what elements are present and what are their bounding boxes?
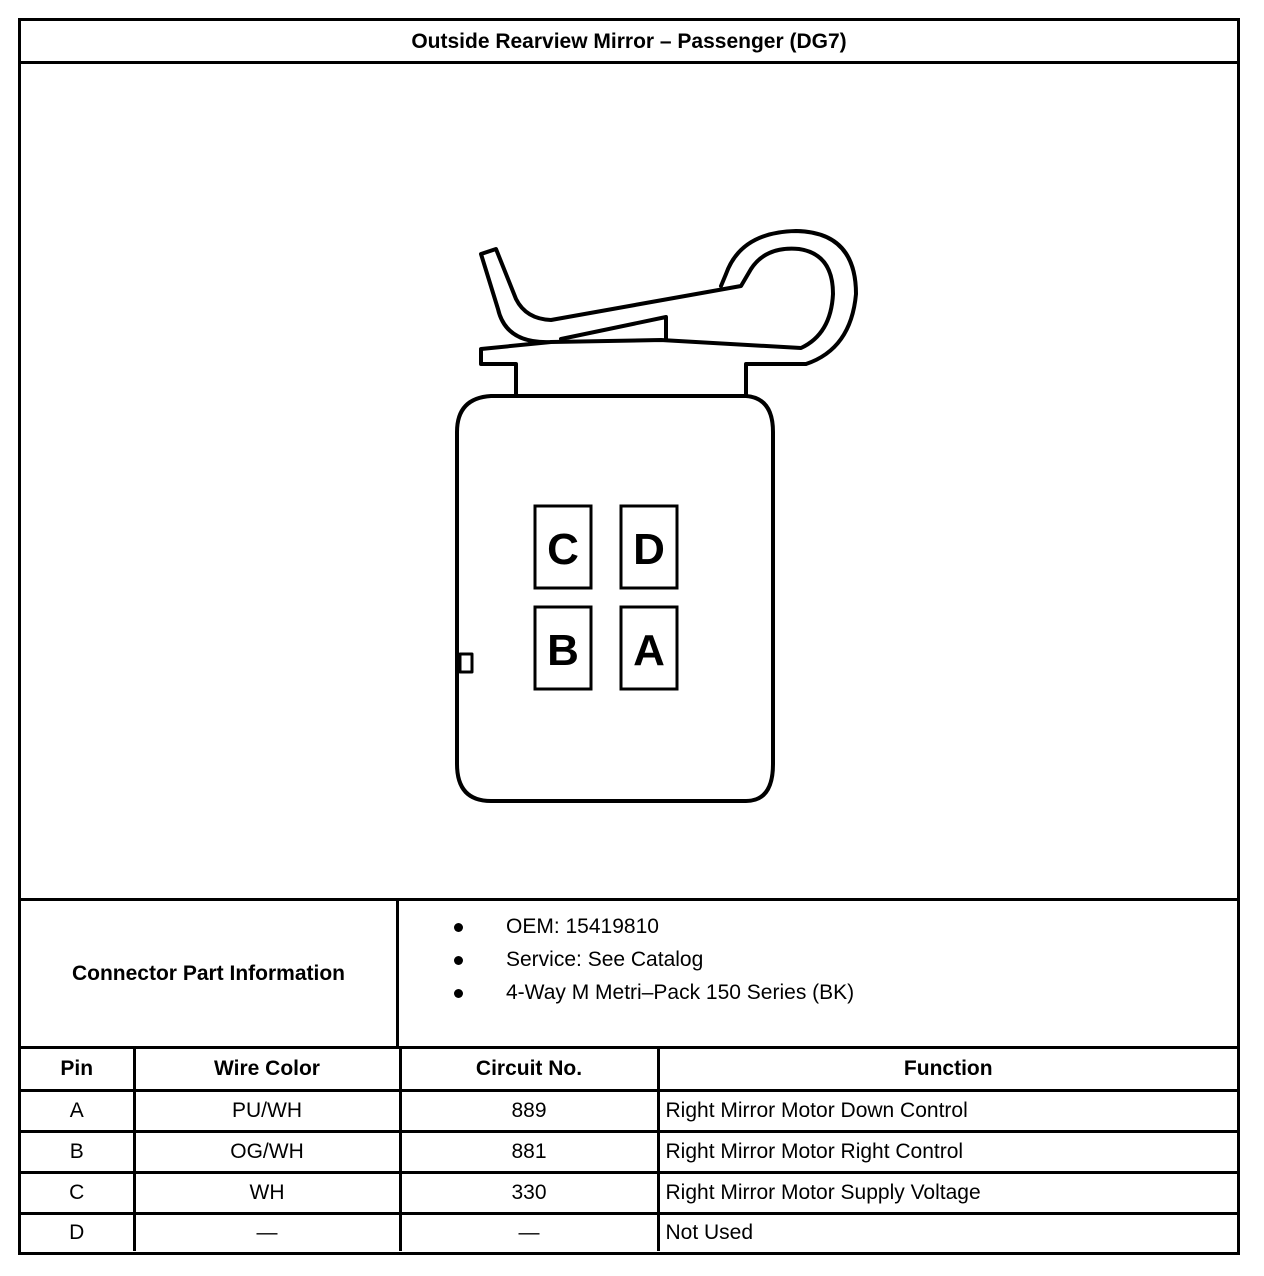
bullet-icon [454,989,463,998]
header-circuit: Circuit No. [400,1049,658,1090]
cell-pin: C [21,1172,134,1213]
part-info-oem: OEM: 15419810 [506,915,659,938]
cavity-label-a: A [633,626,665,675]
cell-pin: A [21,1090,134,1131]
bullet-icon [454,923,463,932]
table-row [21,1172,1237,1213]
cavity-label-c: C [547,525,579,574]
cell-circuit: — [400,1213,658,1251]
table-row [21,1131,1237,1172]
part-info-section [21,898,1237,1049]
part-info-service: Service: See Catalog [506,948,704,971]
table-row [21,1090,1237,1131]
table-header-row [21,1049,1237,1090]
cell-wire-color: — [134,1213,400,1251]
cell-function: Not Used [658,1213,1237,1251]
part-info-label: Connector Part Information [21,901,399,1046]
cell-function: Right Mirror Motor Right Control [658,1131,1237,1172]
cell-pin: D [21,1213,134,1251]
page-title: Outside Rearview Mirror – Passenger (DG7) [21,21,1237,64]
pinout-table [21,1049,1237,1251]
latch-outer [721,231,856,396]
connector-sheet [18,18,1240,1255]
cell-wire-color: PU/WH [134,1090,400,1131]
latch-ridge [561,317,666,340]
cell-wire-color: WH [134,1172,400,1213]
connector-drawing [21,64,1237,898]
connector-diagram [21,64,1237,898]
table-row [21,1213,1237,1251]
header-wire-color: Wire Color [134,1049,400,1090]
cell-circuit: 330 [400,1172,658,1213]
header-pin: Pin [21,1049,134,1090]
part-info-type: 4-Way M Metri–Pack 150 Series (BK) [506,981,855,1004]
connector-body [457,396,773,801]
cell-function: Right Mirror Motor Supply Voltage [658,1172,1237,1213]
cell-pin: B [21,1131,134,1172]
side-nub [460,654,472,672]
cavity-label-d: D [633,525,665,574]
part-info-list [399,901,1237,1046]
cavity-label-b: B [547,626,579,675]
cell-wire-color: OG/WH [134,1131,400,1172]
cell-circuit: 881 [400,1131,658,1172]
bullet-icon [454,956,463,965]
cell-circuit: 889 [400,1090,658,1131]
cell-function: Right Mirror Motor Down Control [658,1090,1237,1131]
header-function: Function [658,1049,1237,1090]
connector-neck [481,249,833,396]
